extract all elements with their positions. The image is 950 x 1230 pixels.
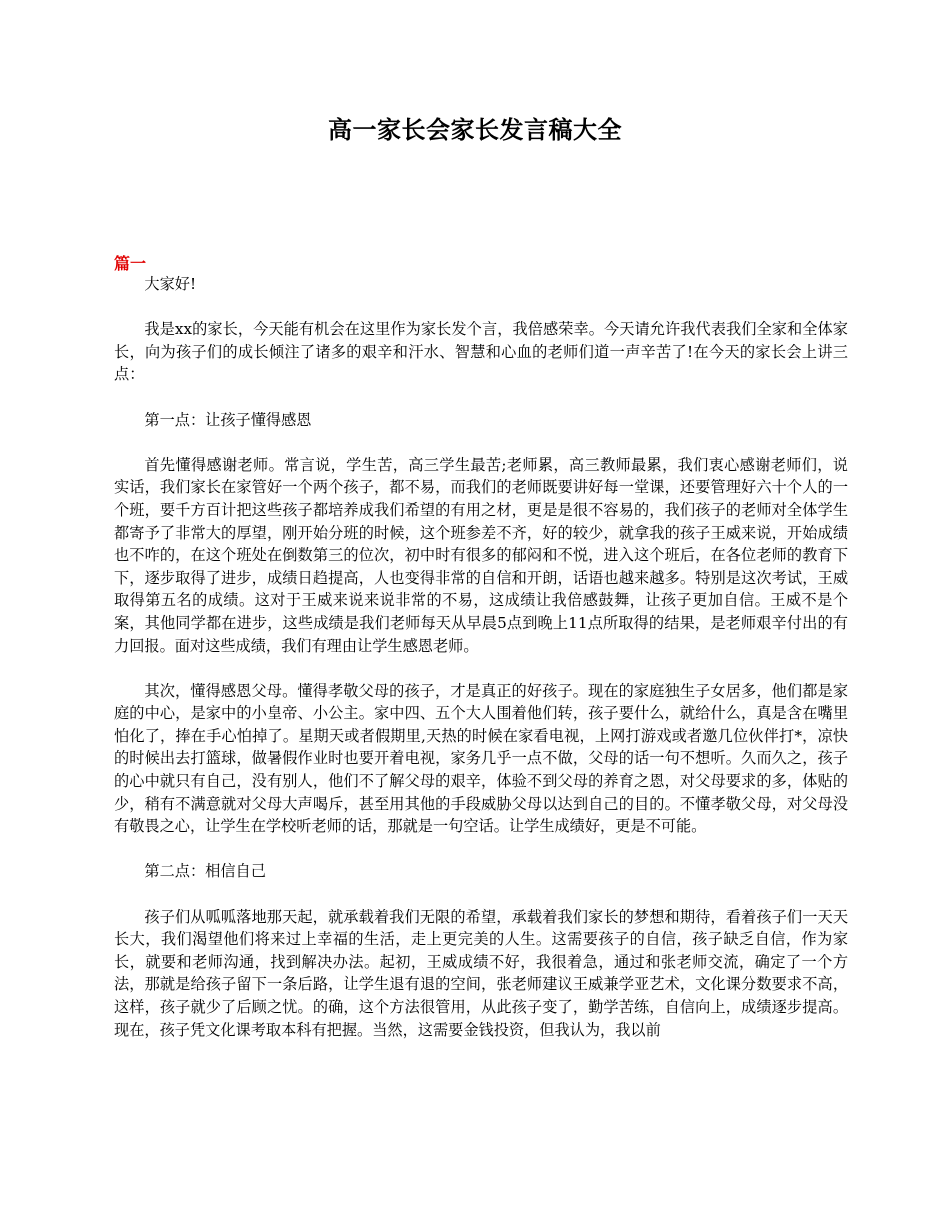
thank-teachers-paragraph: 首先懂得感谢老师。常言说，学生苦，高三学生最苦;老师累，高三教师最累，我们衷心感谢老师们，说实话，我们家长在家管好一个两个孩子，都不易，而我们的老师既要讲好每一堂课，还要管理好六十个人的一个班，要千方百计把这些孩子都培养成我们希望的有用之材，更是是很不容易的，我们孩子的老师对全体学生都寄予了非常大的厚望，刚开始分班的时候，这个班参差不齐，好的较少，就拿我的孩子王威来说，开始成绩也不咋的，在这个班处在倒数第三的位次，初中时有很多的郁闷和不悦，进入这个班后，在各位老师的教育下下，逐步取得了进步，成绩日趋提高，人也变得非常的自信和开朗，话语也越来越多。特别是这次考试，王威取得第五名的成绩。这对于王威来说来说非常的不易，这成绩让我倍感鼓舞，让孩子更加自信。王威不是个案，其他同学都在进步，这些成绩是我们老师每天从早晨5点到晚上11点所取得的结果，是老师艰辛付出的有力回报。面对这些成绩，我们有理由让学生感恩老师。 [114,455,848,655]
thank-parents-paragraph: 其次，懂得感恩父母。懂得孝敬父母的孩子，才是真正的好孩子。现在的家庭独生子女居多，他们都是家庭的中心，是家中的小皇帝、小公主。家中四、五个大人围着他们转，孩子要什么，就给什么，真是含在嘴里怕化了，捧在手心怕掉了。星期天或者假期里,天热的时候在家看电视，上网打游戏或者邀几位伙伴打*，凉快的时候出去打篮球，做暑假作业时也要开着电视，家务几乎一点不做，父母的话一句不想听。久而久之，孩子的心中就只有自己，没有别人，他们不了解父母的艰辛，体验不到父母的养育之恩，对父母要求的多，体贴的少，稍有不满意就对父母大声喝斥，甚至用其他的手段威胁父母以达到自己的目的。不懂孝敬父母，对父母没有敬畏之心，让学生在学校听老师的话，那就是一句空话。让学生成绩好，更是不可能。 [114,681,848,836]
point-one-heading: 第一点：让孩子懂得感恩 [144,410,312,429]
believe-yourself-paragraph: 孩子们从呱呱落地那天起，就承载着我们无限的希望，承载着我们家长的梦想和期待，看着孩子们一天天长大，我们渴望他们将来过上幸福的生活，走上更完美的人生。这需要孩子的自信，孩子缺乏自信，作为家长，就要和老师沟通，找到解决办法。起初，王威成绩不好，我很着急，通过和张老师交流，确定了一个方法，那就是给孩子留下一条后路，让学生退有退的空间，张老师建议王威兼学亚艺术，文化课分数要求不高，这样，孩子就少了后顾之忧。的确，这个方法很管用，从此孩子变了，勤学苦练，自信向上，成绩逐步提高。现在，孩子凭文化课考取本科有把握。当然，这需要金钱投资，但我认为，我以前 [114,907,848,1039]
greeting-paragraph: 大家好! [144,275,197,293]
point-two-heading: 第二点：相信自己 [144,862,266,881]
document-title: 高一家长会家长发言稿大全 [328,115,622,144]
section-label: 篇一 [114,254,147,273]
intro-paragraph: 我是xx的家长，今天能有机会在这里作为家长发个言，我倍感荣幸。今天请允许我代表我们全家和全体家长，向为孩子们的成长倾注了诸多的艰辛和汗水、智慧和心血的老师们道一声辛苦了!在今天的家长会上讲三点： [114,320,848,384]
document-body [114,273,848,1064]
